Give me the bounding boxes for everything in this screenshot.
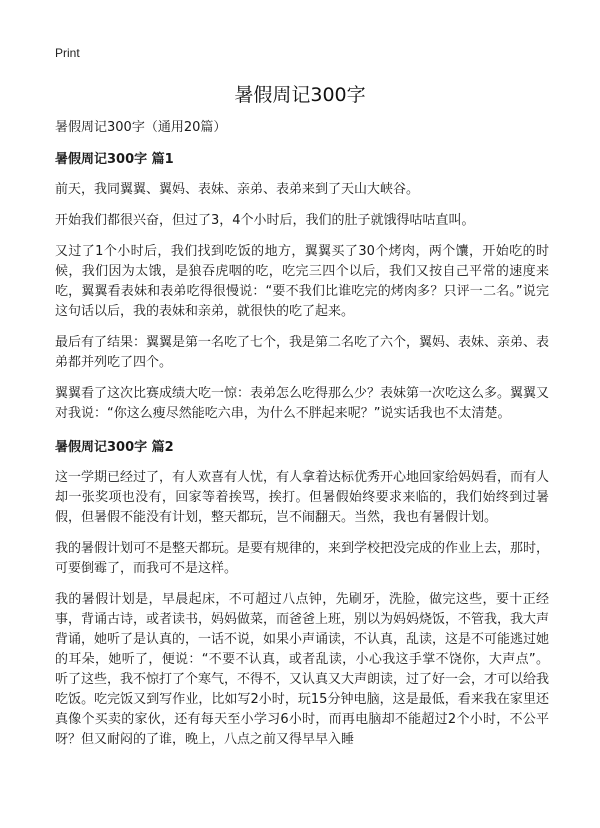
- print-link[interactable]: Print: [55, 46, 80, 60]
- paragraph: 开始我们都很兴奋，但过了3，4个小时后，我们的肚子就饿得咕咕直叫。: [55, 213, 475, 228]
- document-body: [55, 118, 549, 761]
- paragraph: 我的暑假计划可不是整天都玩。是要有规律的，来到学校把没完成的作业上去，那时，可要倒霉了，而我可不是这样。: [55, 541, 550, 576]
- paragraph: 这一学期已经过了，有人欢喜有人忧，有人拿着达标优秀开心地回家给妈妈看，而有人却一张奖项也没有，回家等着挨骂，挨打。但暑假始终要求来临的，我们始终到过暑假，但暑假不能没有计划，整天都玩，岂不闹翻天。当然，我也有暑假计划。: [55, 470, 550, 525]
- document-subtitle: 暑假周记300字（通用20篇）: [55, 120, 227, 135]
- paragraph: 最后有了结果：翼翼是第一名吃了七个，我是第二名吃了六个，翼妈、表妹、亲弟、表弟都并列吃了四个。: [55, 335, 550, 370]
- page-title: 暑假周记300字: [234, 84, 366, 106]
- paragraph: 前天，我同翼翼、翼妈、表妹、亲弟、表弟来到了天山大峡谷。: [55, 182, 420, 197]
- section-heading: 暑假周记300字 篇1: [55, 152, 174, 167]
- paragraph: 又过了1个小时后，我们找到吃饭的地方，翼翼买了30个烤肉，两个馕，开始吃的时候，我们因为太饿，是狼吞虎咽的吃，吃完三四个以后，我们又按自己平常的速度来吃，翼翼看表妹和表弟吃得很慢说：“要不我们比谁吃完的烤肉多？只评一二名。”说完这句话以后，我的表妹和亲弟，就很快的吃了起来。: [55, 244, 549, 319]
- paragraph: 翼翼看了这次比赛成绩大吃一惊：表弟怎么吃得那么少？表妹第一次吃这么多。翼翼又对我说：“你这么瘦尽然能吃六串，为什么不胖起来呢？”说实话我也不太清楚。: [55, 386, 550, 421]
- essay-section-2: [55, 438, 549, 750]
- paragraph: 我的暑假计划是，早晨起床，不可超过八点钟，先刷牙，洗脸，做完这些，要十正经事，背诵古诗，或者读书，妈妈做菜，而爸爸上班，别以为妈妈烧饭，不管我，我大声背诵，她听了是认真的，一话不说，如果小声诵读，不认真，乱读，这是不可能逃过她的耳朵，她听了，便说：“不要不认真，或者乱读，小心我这手掌不饶你，大声点”。听了这些，我不惊打了个寒气，不得不，又认真又大声朗读，过了好一会，才可以给我吃饭。吃完饭又到写作业，比如写2小时，玩15分钟电脑，这是最低，看来我在家里还真像个买卖的家伙，还有每天至小学习6小时，而再电脑却不能超过2个小时，不公平呀？但又耐闷的了谁，晚上，八点之前又得早早入睡: [55, 592, 550, 747]
- section-heading: 暑假周记300字 篇2: [55, 440, 174, 455]
- essay-section-1: [55, 150, 549, 424]
